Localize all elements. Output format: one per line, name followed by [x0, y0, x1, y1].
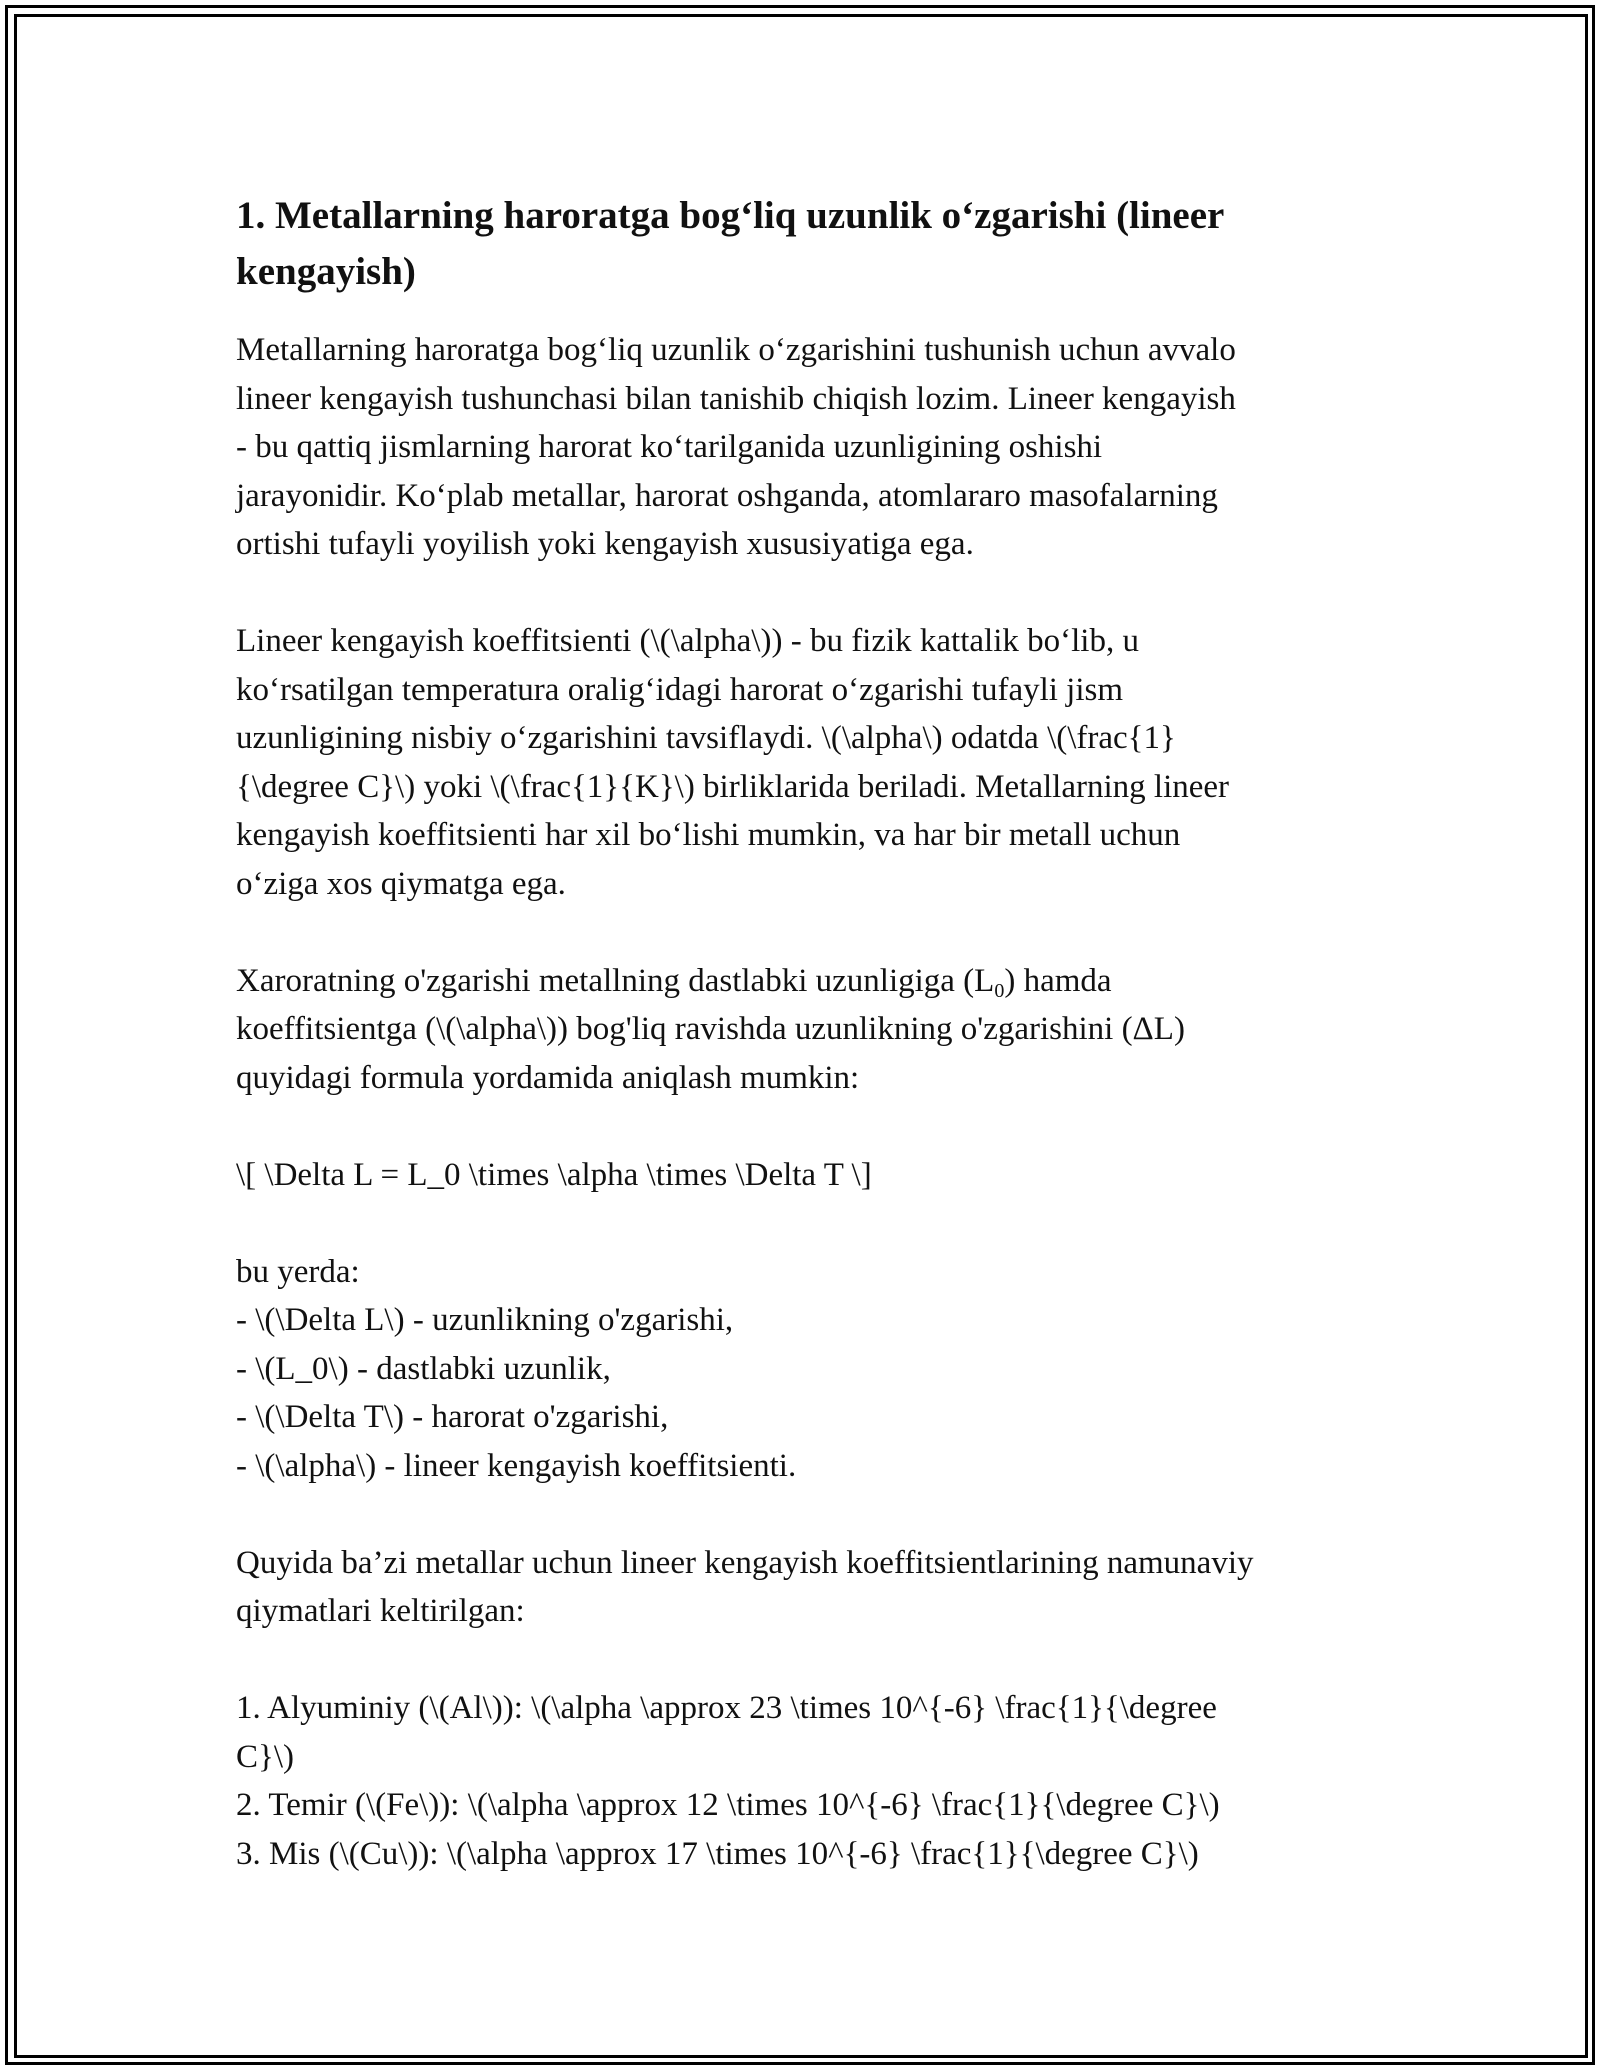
- text-line: ko‘rsatilgan temperatura oralig‘idagi harorat o‘zgarishi tufayli jism: [236, 671, 1124, 708]
- text-line: qiymatlari keltirilgan:: [236, 1593, 525, 1629]
- text-line: quyidagi formula yordamida aniqlash mumkin:: [236, 1059, 860, 1096]
- document-body: [236, 188, 1376, 1878]
- text-line: Metallarning haroratga bog‘liq uzunlik o‘zgarishini tushunish uchun avvalo: [236, 332, 1236, 368]
- paragraph-gap: [236, 1199, 1376, 1248]
- paragraph-gap: [236, 1102, 1376, 1151]
- text-line: {\degree C}\) yoki \(\frac{1}{K}\) birliklarida beriladi. Metallarning lineer: [236, 768, 1230, 805]
- metal-values-list: [236, 1684, 1376, 1878]
- paragraph-gap: [236, 569, 1376, 618]
- heading-line: 1. Metallarning haroratga bog‘liq uzunlik o‘zgarishi (lineer: [236, 194, 1225, 237]
- formula: [236, 1151, 1376, 1200]
- text-fragment: ) hamda: [1004, 962, 1112, 999]
- where-list: [236, 1248, 1376, 1491]
- text-line: lineer kengayish tushunchasi bilan tanishib chiqish lozim. Lineer kengayish: [236, 380, 1236, 417]
- text-line: kengayish koeffitsienti har xil bo‘lishi mumkin, va har bir metall uchun: [236, 817, 1181, 853]
- values-intro-paragraph: [236, 1539, 1376, 1636]
- list-item: C}\): [236, 1738, 295, 1775]
- text-line: jarayonidir. Ko‘plab metallar, harorat oshganda, atomlararo masofalarning: [236, 477, 1218, 514]
- coefficient-paragraph: [236, 617, 1376, 908]
- where-item: - \(\Delta T\) - harorat o'zgarishi,: [236, 1399, 669, 1435]
- list-item: 1. Alyuminiy (\(Al\)): \(\alpha \approx 23 \times 10^{-6} \frac{1}{\degree: [236, 1690, 1217, 1726]
- section-heading: [236, 188, 1376, 300]
- text-line: koeffitsientga (\(\alpha\)) bog'liq ravishda uzunlikning o'zgarishini (ΔL): [236, 1011, 1185, 1047]
- paragraph-gap: [236, 1490, 1376, 1539]
- where-item: - \(\Delta L\) - uzunlikning o'zgarishi,: [236, 1302, 734, 1338]
- text-line: [236, 957, 1376, 1006]
- intro-paragraph: [236, 326, 1376, 569]
- where-item: - \(\alpha\) - lineer kengayish koeffitsienti.: [236, 1447, 797, 1484]
- heading-line: kengayish): [236, 250, 416, 293]
- paragraph-gap: [236, 908, 1376, 957]
- list-item: 2. Temir (\(Fe\)): \(\alpha \approx 12 \times 10^{-6} \frac{1}{\degree C}\): [236, 1787, 1220, 1823]
- formula-intro-paragraph: [236, 957, 1376, 1103]
- text-line: Quyida ba’zi metallar uchun lineer kengayish koeffitsientlarining namunaviy: [236, 1544, 1254, 1581]
- subscript: 0: [994, 979, 1005, 1002]
- where-intro: bu yerda:: [236, 1253, 360, 1290]
- text-fragment: Xaroratning o'zgarishi metallning dastlabki uzunligiga (L: [236, 962, 995, 999]
- list-item: 3. Mis (\(Cu\)): \(\alpha \approx 17 \times 10^{-6} \frac{1}{\degree C}\): [236, 1835, 1199, 1872]
- paragraph-gap: [236, 1636, 1376, 1685]
- text-line: ortishi tufayli yoyilish yoki kengayish xususiyatiga ega.: [236, 526, 974, 562]
- text-line: uzunligining nisbiy o‘zgarishini tavsiflaydi. \(\alpha\) odatda \(\frac{1}: [236, 720, 1176, 756]
- text-line: Lineer kengayish koeffitsienti (\(\alpha\)) - bu fizik kattalik bo‘lib, u: [236, 623, 1139, 659]
- text-line: - bu qattiq jismlarning harorat ko‘tarilganida uzunligining oshishi: [236, 429, 1103, 465]
- text-line: o‘ziga xos qiymatga ega.: [236, 865, 566, 902]
- formula-text: \[ \Delta L = L_0 \times \alpha \times \Delta T \]: [236, 1156, 872, 1193]
- where-item: - \(L_0\) - dastlabki uzunlik,: [236, 1350, 611, 1387]
